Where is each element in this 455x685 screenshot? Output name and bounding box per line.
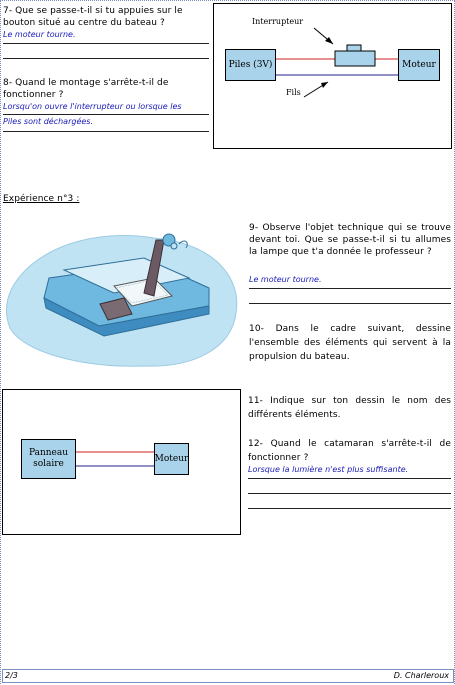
switch-icon bbox=[335, 51, 375, 66]
answer-8-line-2: Piles sont déchargées. bbox=[3, 117, 94, 126]
answer-8-line-1: Lorsqu'on ouvre l'interrupteur ou lorsque les bbox=[3, 102, 182, 111]
answer-line bbox=[248, 508, 451, 509]
switch-button-icon bbox=[347, 45, 361, 51]
answer-line bbox=[249, 288, 451, 289]
question-12: 12- Quand le catamaran s'arrête-t-il de fonctionner ? bbox=[248, 439, 451, 463]
answer-9: Le moteur tourne. bbox=[249, 275, 322, 284]
answer-line bbox=[3, 114, 209, 115]
question-8: 8- Quand le montage s'arrête-t-il de fonctionner ? bbox=[3, 78, 169, 100]
answer-12: Lorsque la lumière n'est plus suffisante. bbox=[248, 465, 409, 474]
propulsion-drawing-box bbox=[2, 389, 241, 535]
wire-label: Fils bbox=[286, 88, 301, 97]
motor-block: Moteur bbox=[154, 443, 189, 475]
question-10: 10- Dans le cadre suivant, dessine l'ensemble des éléments qui servent à la propulsion du bateau. bbox=[249, 324, 451, 362]
answer-7: Le moteur tourne. bbox=[3, 30, 76, 39]
question-11: 11- Indique sur ton dessin le nom des différents éléments. bbox=[248, 396, 451, 420]
circuit-diagram-box bbox=[213, 3, 452, 149]
author: D. Charleroux bbox=[393, 671, 449, 680]
answer-line bbox=[3, 43, 209, 44]
solar-panel-block: Panneau solaire bbox=[21, 439, 76, 479]
experience-title: Expérience n°3 : bbox=[3, 194, 80, 204]
answer-line bbox=[248, 493, 451, 494]
page-number: 2/3 bbox=[5, 671, 18, 680]
switch-label: Interrupteur bbox=[252, 17, 304, 26]
answer-line bbox=[3, 58, 209, 59]
question-9: 9- Observe l'objet technique qui se trouve devant toi. Que se passe-t-il si tu allumes la lampe que t'a donnée le professeur ? bbox=[249, 223, 451, 257]
answer-line bbox=[249, 303, 451, 304]
catamaran-illustration bbox=[4, 218, 244, 378]
battery-block: Piles (3V) bbox=[225, 49, 276, 81]
answer-line bbox=[248, 478, 451, 479]
question-7: 7- Que se passe-t-il si tu appuies sur le bouton situé au centre du bateau ? bbox=[3, 6, 183, 28]
motor-block: Moteur bbox=[398, 49, 440, 81]
answer-line bbox=[3, 131, 209, 132]
page-footer bbox=[2, 669, 454, 683]
